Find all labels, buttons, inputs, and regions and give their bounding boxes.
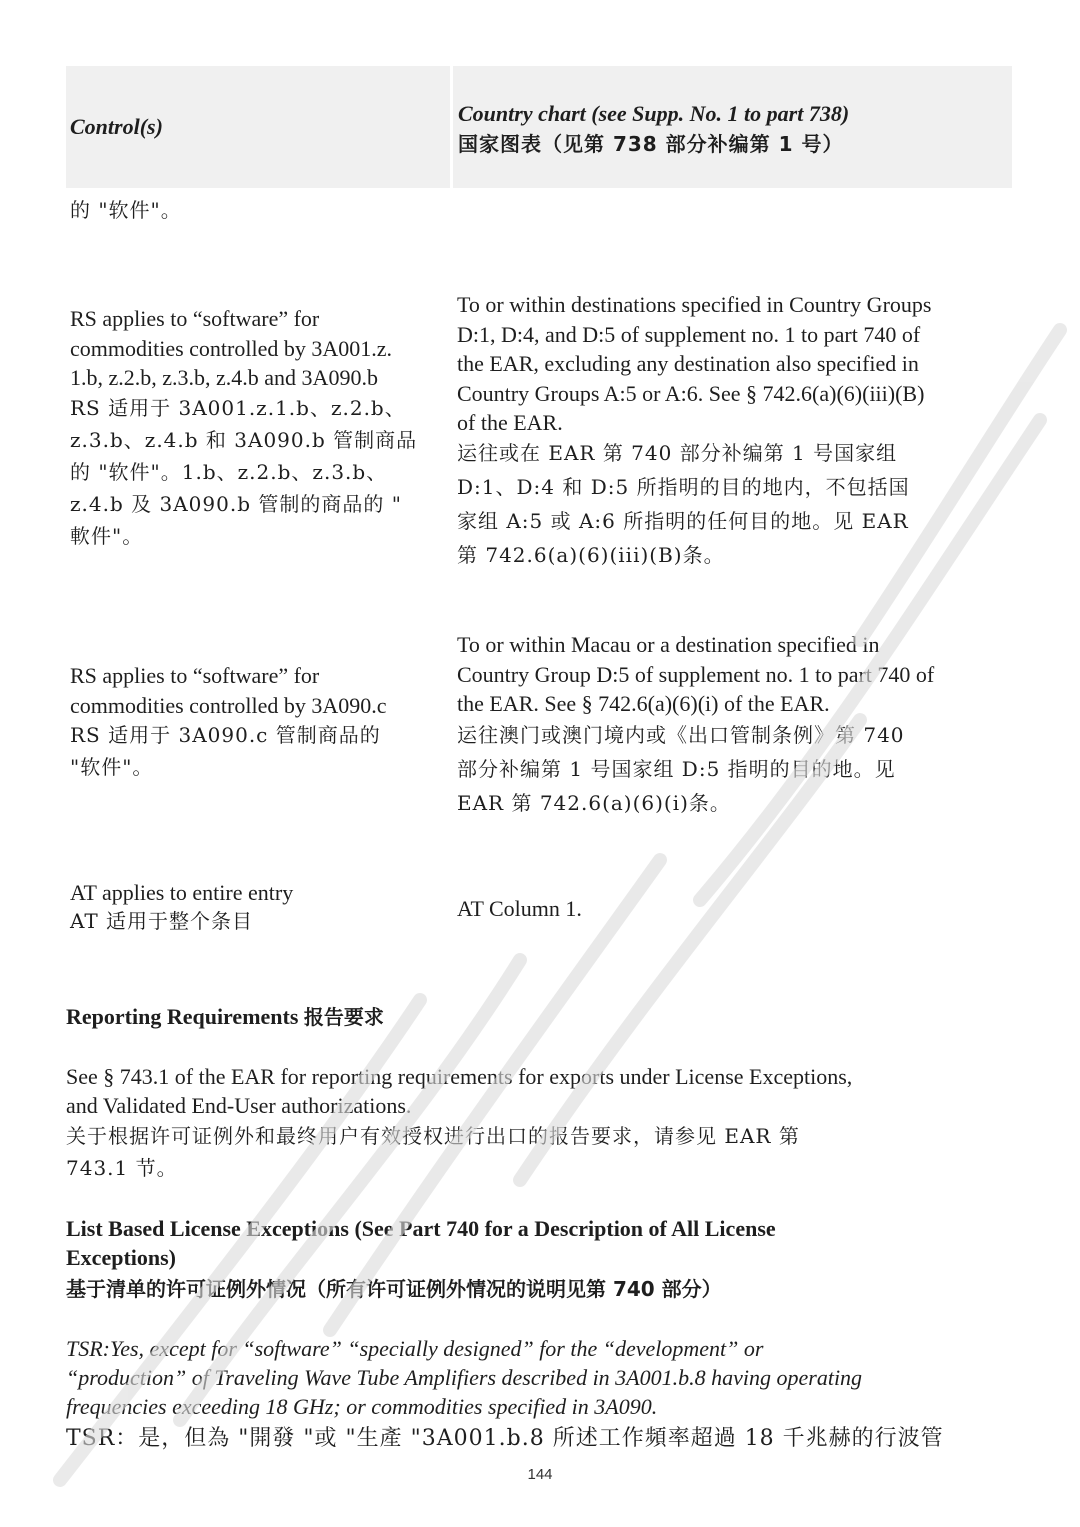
row3-country-en: AT Column 1. bbox=[457, 896, 582, 921]
lbl-title-line: List Based License Exceptions (See Part 740 for a Description of All License bbox=[66, 1216, 776, 1241]
reporting-line: and Validated End-User authorizations. bbox=[66, 1093, 412, 1118]
row3-control-en: AT applies to entire entry bbox=[70, 880, 294, 905]
reporting-line: See § 743.1 of the EAR for reporting requirements for exports under License Exceptions, bbox=[66, 1064, 853, 1089]
lbl-title bbox=[66, 1214, 776, 1306]
page-number: 144 bbox=[527, 1466, 553, 1483]
tsr-line: “production” of Traveling Wave Tube Amplifiers described in 3A001.b.8 having operating bbox=[66, 1365, 863, 1390]
reporting-title bbox=[66, 1002, 384, 1032]
row2-control-zh: RS 适用于 3A090.c 管制商品的 "软件"。 bbox=[70, 723, 381, 779]
reporting-title-zh: 报告要求 bbox=[303, 1005, 384, 1029]
header-country-chart bbox=[458, 98, 849, 160]
tsr-line: frequencies exceeding 18 GHz; or commodities specified in 3A090. bbox=[66, 1394, 658, 1419]
row2-control-en: RS applies to “software” for commodities controlled by 3A090.c bbox=[70, 663, 387, 718]
row2-country-zh: 运往澳门或澳门境内或《出口管制条例》第 740 部分补编第 1 号国家组 D:5 指明的目的地。见 EAR 第 742.6(a)(6)(i)条。 bbox=[457, 723, 905, 815]
header-country-chart-zh: 国家图表（见第 738 部分补编第 1 号） bbox=[458, 132, 844, 156]
header-country-chart-en: Country chart (see Supp. No. 1 to part 738) bbox=[458, 101, 850, 126]
tsr-line: TSR:Yes, except for “software” “specially designed” for the “development” or bbox=[66, 1336, 764, 1361]
row2-country-en: To or within Macau or a destination specified in Country Group D:5 of supplement no. 1 to part 740 of the EAR. See § 742.6(a)(6)(i) of the EAR. bbox=[457, 632, 935, 716]
row1-control-zh: RS 适用于 3A001.z.1.b、z.2.b、 z.3.b、z.4.b 和 3A090.b 管制商品 的 "软件"。1.b、z.2.b、z.3.b、 z.4.b 及 3A090.b 管制的商品的 " 軟件"。 bbox=[70, 396, 418, 548]
row1-control-en: RS applies to “software” for commodities controlled by 3A001.z. 1.b, z.2.b, z.3.b, z.4.b and 3A090.b bbox=[70, 306, 392, 390]
tsr-paragraph bbox=[66, 1334, 1016, 1421]
row1-country-en: To or within destinations specified in Country Groups D:1, D:4, and D:5 of supplement no. 1 to part 740 of the EAR, excluding any destination also specified in Country Groups A:5 or A:6. See § 742.6(a)(6)(iii)(B) of the EAR. bbox=[457, 292, 932, 435]
header-controls: Control(s) bbox=[70, 114, 163, 139]
reporting-paragraph bbox=[66, 1062, 1016, 1184]
tsr-zh: TSR：是，但為 "開發 "或 "生產 "3A001.b.8 所述工作頻率超過 18 千兆赫的行波管 bbox=[66, 1426, 944, 1451]
continued-text: 的 "软件"。 bbox=[70, 198, 182, 222]
reporting-zh-line: 743.1 节。 bbox=[66, 1156, 178, 1180]
row1-country-zh: 运往或在 EAR 第 740 部分补编第 1 号国家组 D:1、D:4 和 D:5 所指明的目的地内，不包括国 家组 A:5 或 A:6 所指明的任何目的地。见 EAR 第 742.6(a)(6)(iii)(B)条。 bbox=[457, 441, 910, 567]
header-divider bbox=[450, 66, 453, 188]
row3-control-zh: AT 适用于整个条目 bbox=[70, 909, 254, 933]
lbl-title-line: Exceptions) bbox=[66, 1245, 176, 1270]
reporting-title-en: Reporting Requirements bbox=[66, 1004, 299, 1029]
lbl-title-zh: 基于清单的许可证例外情况（所有许可证例外情况的说明见第 740 部分） bbox=[66, 1277, 722, 1301]
reporting-zh-line: 关于根据许可证例外和最终用户有效授权进行出口的报告要求，请参见 EAR 第 bbox=[66, 1124, 800, 1148]
